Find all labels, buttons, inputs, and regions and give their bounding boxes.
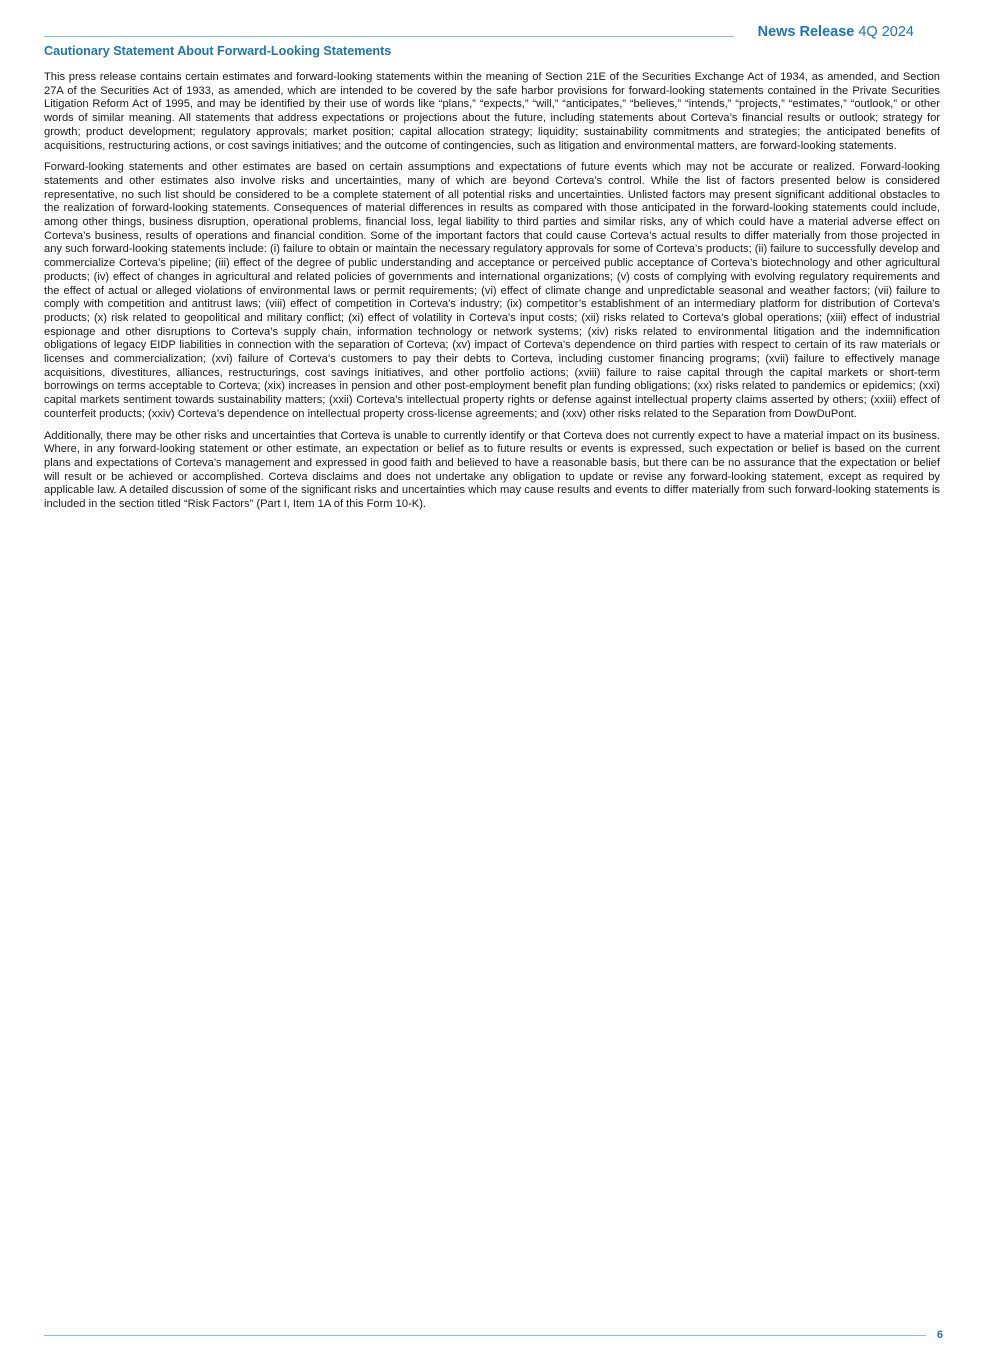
header-label — [758, 25, 914, 40]
header-label-bold: News Release — [757, 24, 855, 40]
main-content — [44, 44, 940, 520]
section-title: Cautionary Statement About Forward-Looking Statements — [44, 44, 392, 58]
header-label-period: 4Q 2024 — [854, 24, 914, 40]
paragraph-additional-risks: Additionally, there may be other risks and uncertainties that Corteva is unable to currently identify or that Corteva does not currently expect to have a material impact on its business. Where, in any forward-looking statement or other estimate, an expectation or belief as to future results or events is expressed, such expectation or belief is based on the current plans and expectations of Corteva’s management and expressed in good faith and believed to have a reasonable basis, but there can be no assurance that the expectation or belief will result or be achieved or accomplished. Corteva disclaims and does not undertake any obligation to update or revise any forward-looking statement, except as required by applicable law. A detailed discussion of some of the significant risks and uncertainties which may cause results and events to differ materially from such forward-looking statements is included in the section titled “Risk Factors” (Part I, Item 1A of this Form 10-K). — [44, 429, 940, 511]
paragraph-risk-factors: Forward-looking statements and other estimates are based on certain assumptions and expectations of future events which may not be accurate or realized. Forward-looking statements and other estimates also involve risks and uncertainties, many of which are beyond Corteva’s control. While the list of factors presented below is considered representative, no such list should be considered to be a complete statement of all potential risks and uncertainties. Unlisted factors may present significant additional obstacles to the realization of forward-looking statements. Consequences of material differences in results as compared with those anticipated in the forward-looking statements could include, among other things, business disruption, operational problems, financial loss, legal liability to third parties and similar risks, any of which could have a material adverse effect on Corteva’s business, results of operations and financial condition. Some of the important factors that could cause Corteva’s actual results to differ materially from those projected in any such forward-looking statements include: (i) failure to obtain or maintain the necessary regulatory approvals for some of Corteva’s products; (ii) failure to successfully develop and commercialize Corteva’s pipeline; (iii) effect of the degree of public understanding and acceptance or perceived public acceptance of Corteva’s biotechnology and other agricultural products; (iv) effect of changes in agricultural and related policies of governments and international organizations; (v) costs of complying with evolving regulatory requirements and the effect of actual or alleged violations of environmental laws or permit requirements; (vi) effect of climate change and unpredictable seasonal and weather factors; (vii) failure to comply with competition and antitrust laws; (viii) effect of competition in Corteva's industry; (ix) competitor’s establishment of an intermediary platform for distribution of Corteva's products; (x) risk related to geopolitical and military conflict; (xi) effect of volatility in Corteva's input costs; (xii) risks related to Corteva's global operations; (xiii) effect of industrial espionage and other disruptions to Corteva’s supply chain, information technology or network systems; (xiv) risks related to environmental litigation and the indemnification obligations of legacy EIDP liabilities in connection with the separation of Corteva; (xv) impact of Corteva's dependence on third parties with respect to certain of its raw materials or licenses and commercialization; (xvi) failure of Corteva’s customers to pay their debts to Corteva, including customer financing programs; (xvii) failure to effectively manage acquisitions, divestitures, alliances, restructurings, cost savings initiatives, and other portfolio actions; (xviii) failure to raise capital through the capital markets or short-term borrowings on terms acceptable to Corteva; (xix) increases in pension and other post-employment benefit plan funding obligations; (xx) risks related to pandemics or epidemics; (xxi) capital markets sentiment towards sustainability matters; (xxii) Corteva’s intellectual property rights or defense against intellectual property claims asserted by others; (xxiii) effect of counterfeit products; (xxiv) Corteva’s dependence on intellectual property cross-license agreements; and (xxv) other risks related to the Separation from DowDuPont. — [44, 161, 940, 420]
paragraph-intro: This press release contains certain estimates and forward-looking statements within the meaning of Section 21E of the Securities Exchange Act of 1934, as amended, and Section 27A of the Securities Act of 1933, as amended, which are intended to be covered by the safe harbor provisions for forward-looking statements contained in the Private Securities Litigation Reform Act of 1995, and may be identified by their use of words like “plans,” “expects,” “will,” “anticipates,” “believes,” “intends,” “projects,” “estimates,” “outlook,” or other words of similar meaning. All statements that address expectations or projections about the future, including statements about Corteva’s financial results or outlook; strategy for growth; product development; regulatory approvals; market position; capital allocation strategy; liquidity; sustainability commitments and strategies; the anticipated benefits of acquisitions, restructuring actions, or cost savings initiatives; and the outcome of contingencies, such as litigation and environmental matters, are forward-looking statements. — [44, 71, 940, 152]
page-number: 6 — [936, 1329, 943, 1341]
footer-rule — [44, 1335, 926, 1336]
header-rule — [44, 36, 734, 37]
